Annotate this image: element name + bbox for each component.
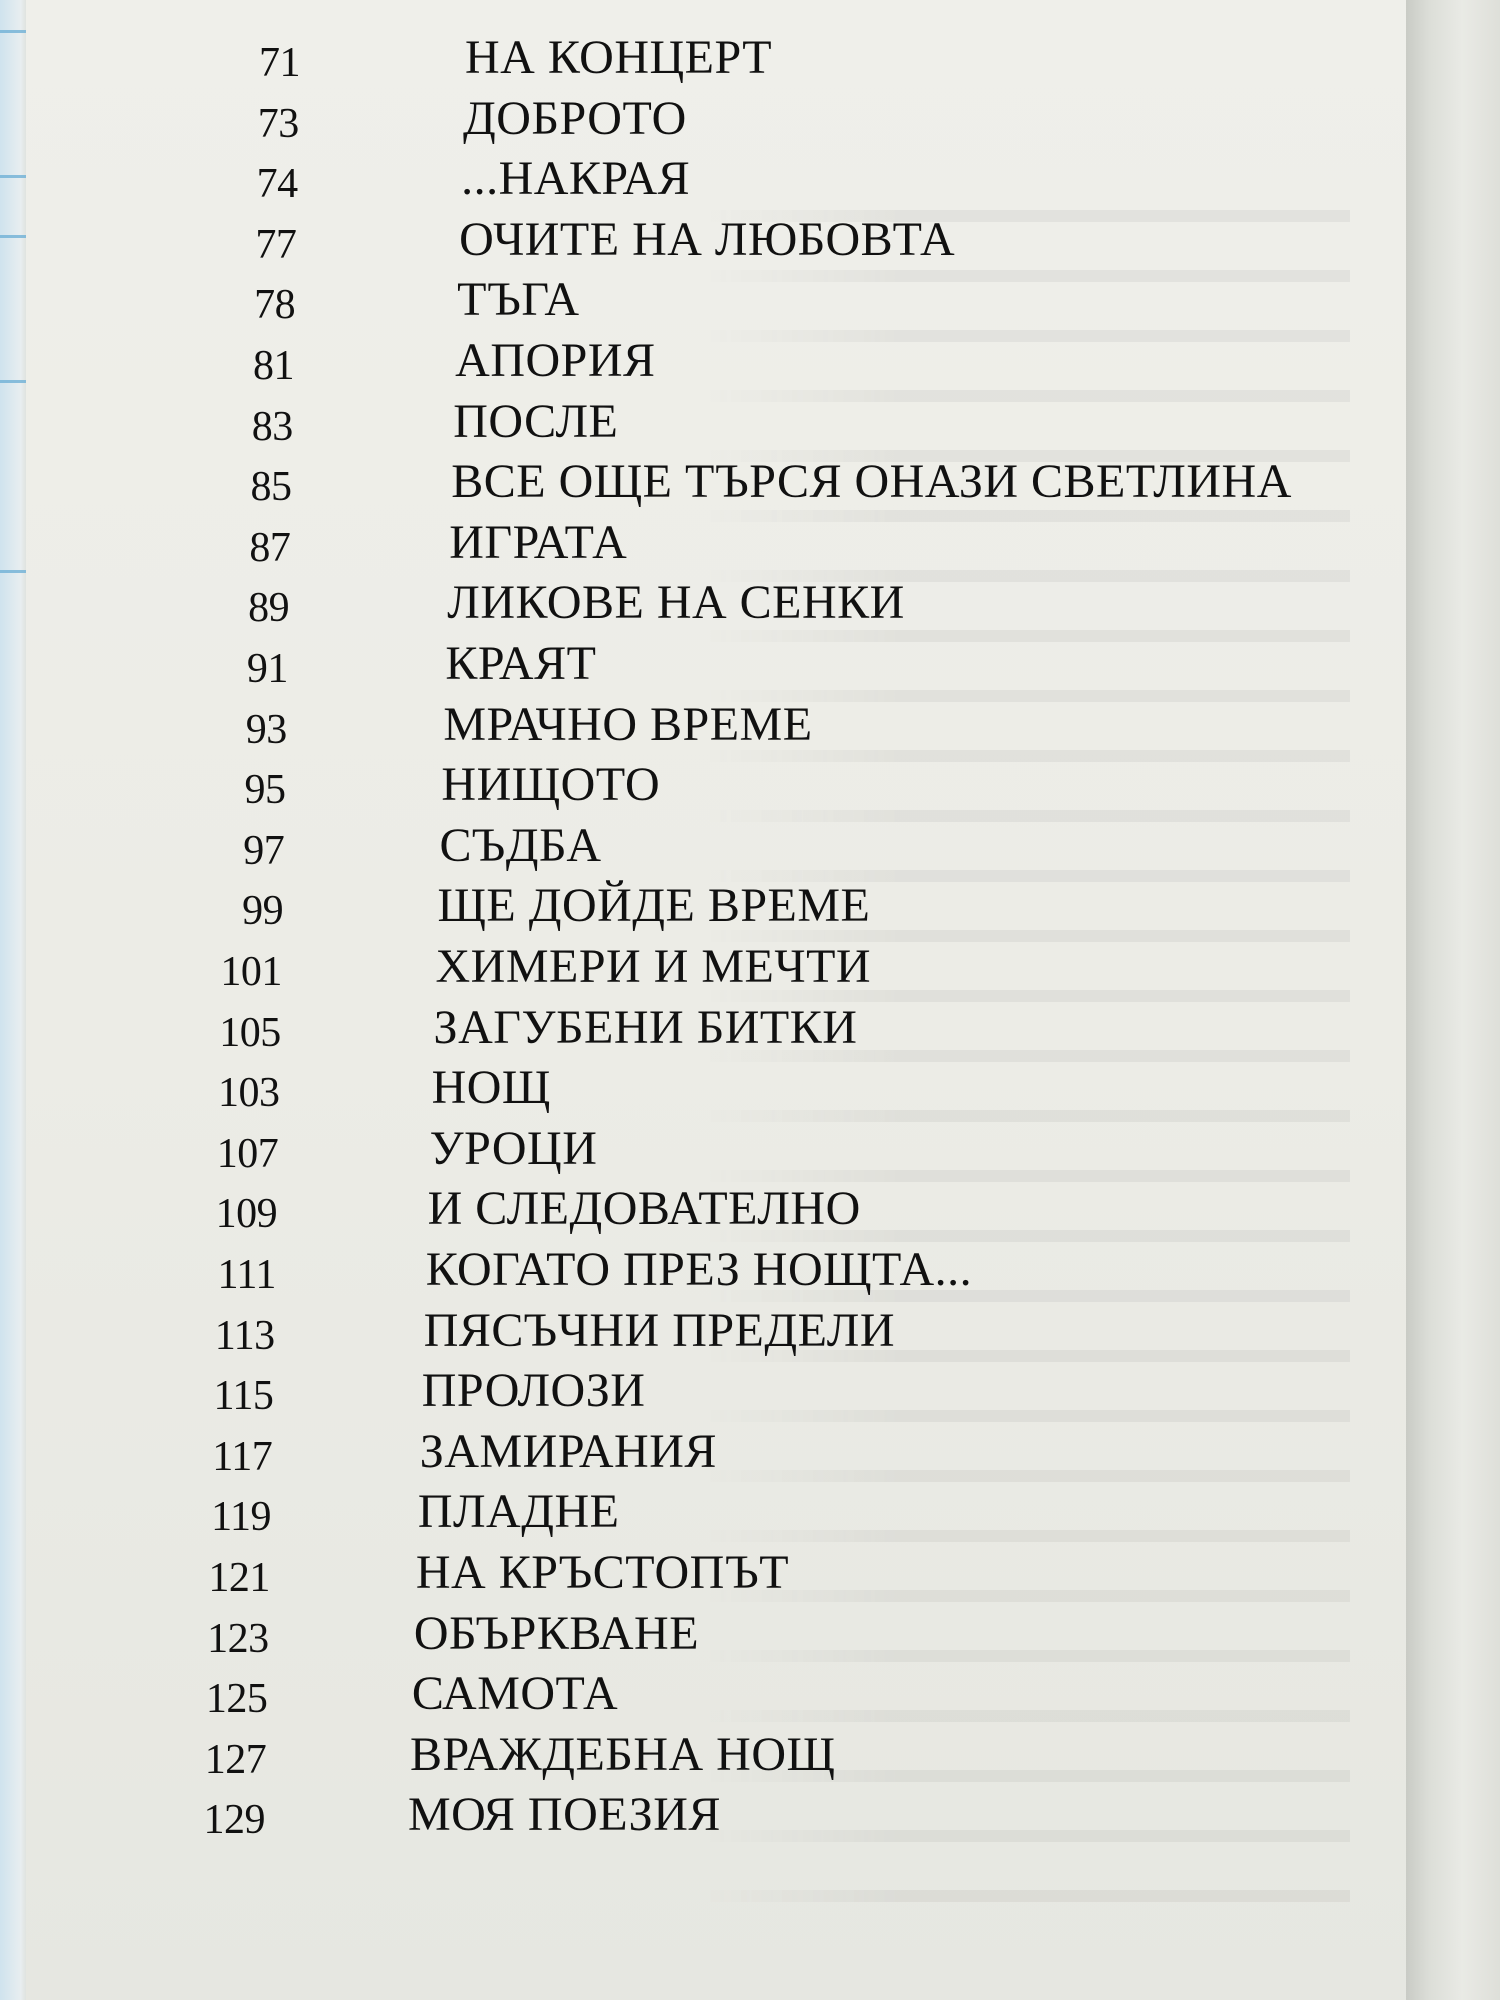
toc-title: НА КРЪСТОПЪТ (415, 1546, 790, 1599)
toc-page-number: 123 (207, 1615, 269, 1662)
toc-page-number: 121 (208, 1555, 270, 1601)
toc-page-number: 85 (250, 464, 292, 511)
toc-title: ЛИКОВЕ НА СЕНКИ (447, 576, 905, 630)
toc-page-number: 78 (254, 282, 296, 329)
toc-page-number: 83 (251, 403, 293, 450)
toc-title: ВРАЖДЕБНА НОЩ (409, 1727, 836, 1781)
toc-page-number: 107 (216, 1130, 279, 1177)
toc-title: ВСЕ ОЩЕ ТЪРСЯ ОНАЗИ СВЕТЛИНА (451, 455, 1292, 509)
toc-title: ЩЕ ДОЙДЕ ВРЕМЕ (437, 879, 871, 933)
toc-entry (0, 1604, 1400, 1664)
toc-title: ОБЪРКВАНЕ (413, 1606, 700, 1660)
toc-entry (0, 1543, 1400, 1603)
toc-entry (0, 28, 1400, 88)
toc-page-number: 73 (257, 100, 299, 147)
toc-page-number: 129 (203, 1797, 265, 1844)
toc-title: ДОБРОТО (463, 91, 687, 145)
toc-title: НИЩОТО (441, 758, 661, 812)
toc-entry (0, 452, 1400, 512)
toc-entry (0, 1119, 1400, 1179)
toc-entry (0, 1482, 1400, 1542)
toc-entry (0, 1725, 1400, 1785)
toc-page-number: 103 (217, 1070, 280, 1117)
toc-entry (0, 1058, 1400, 1118)
toc-title: ПОСЛЕ (453, 394, 619, 448)
toc-title: СЪДБА (439, 818, 602, 872)
toc-title: ТЪГА (457, 273, 580, 327)
toc-page-number: 81 (252, 343, 294, 389)
toc-title: ПЛАДНЕ (417, 1485, 620, 1539)
toc-title: И СЛЕДОВАТЕЛНО (427, 1182, 861, 1236)
toc-entry (0, 1422, 1400, 1482)
toc-entry (0, 392, 1400, 452)
toc-title: САМОТА (411, 1667, 619, 1721)
toc-entry (0, 998, 1400, 1058)
toc-entry (0, 149, 1400, 209)
toc-page-number: 74 (256, 161, 298, 208)
toc-entry (0, 513, 1400, 573)
toc-page-number: 97 (243, 827, 285, 874)
toc-entry (0, 1785, 1400, 1845)
toc-entry (0, 89, 1400, 149)
toc-entry (0, 210, 1400, 270)
toc-title: НОЩ (431, 1061, 551, 1115)
toc-entry (0, 1179, 1400, 1239)
toc-entry (0, 1664, 1400, 1724)
toc-page-number: 117 (212, 1433, 273, 1480)
toc-page-number: 109 (215, 1191, 278, 1238)
toc-entry (0, 270, 1400, 330)
toc-title: ПРОЛОЗИ (421, 1364, 646, 1418)
toc-entry (0, 1361, 1400, 1421)
toc-page-number: 125 (205, 1676, 268, 1723)
toc-title: АПОРИЯ (455, 334, 656, 387)
toc-page-number: 91 (246, 646, 288, 692)
toc-page-number: 77 (255, 221, 297, 268)
toc-title: КРАЯТ (445, 637, 597, 690)
toc-page-number: 111 (217, 1252, 276, 1298)
toc-page-number: 95 (244, 767, 286, 814)
toc-page-number: 87 (249, 524, 291, 571)
toc-title: УРОЦИ (429, 1121, 598, 1175)
toc-entry (0, 1301, 1400, 1361)
toc-entry (0, 876, 1400, 936)
toc-page-number: 113 (214, 1312, 275, 1359)
toc-page-number: 71 (259, 40, 300, 86)
toc-page-number: 93 (245, 706, 287, 753)
toc-page-number: 89 (248, 585, 290, 632)
toc-title: ...НАКРАЯ (461, 152, 691, 206)
toc-title: НА КОНЦЕРТ (465, 31, 773, 84)
toc-title: ОЧИТЕ НА ЛЮБОВТА (459, 212, 956, 266)
toc-title: ПЯСЪЧНИ ПРЕДЕЛИ (423, 1303, 896, 1357)
toc-entry (0, 331, 1400, 391)
toc-page-number: 127 (204, 1736, 267, 1783)
toc-entry (0, 634, 1400, 694)
toc-entry (0, 573, 1400, 633)
toc-entry (0, 937, 1400, 997)
toc-entry (0, 695, 1400, 755)
toc-page-number: 119 (211, 1494, 272, 1541)
toc-entry (0, 755, 1400, 815)
toc-entry (0, 1240, 1400, 1300)
toc-page-number: 105 (219, 1009, 281, 1056)
toc-title: МРАЧНО ВРЕМЕ (443, 697, 813, 751)
toc-page-number: 101 (220, 949, 282, 995)
toc-page-number: 115 (213, 1373, 274, 1420)
toc-title: ИГРАТА (449, 515, 628, 569)
toc-title: КОГАТО ПРЕЗ НОЩТА... (425, 1243, 973, 1296)
toc-title: ХИМЕРИ И МЕЧТИ (435, 940, 872, 993)
toc-title: ЗАГУБЕНИ БИТКИ (433, 1000, 858, 1054)
toc-title: МОЯ ПОЕЗИЯ (408, 1788, 721, 1842)
toc-entry (0, 816, 1400, 876)
toc-page-number: 99 (242, 888, 284, 935)
toc-title: ЗАМИРАНИЯ (419, 1424, 717, 1478)
